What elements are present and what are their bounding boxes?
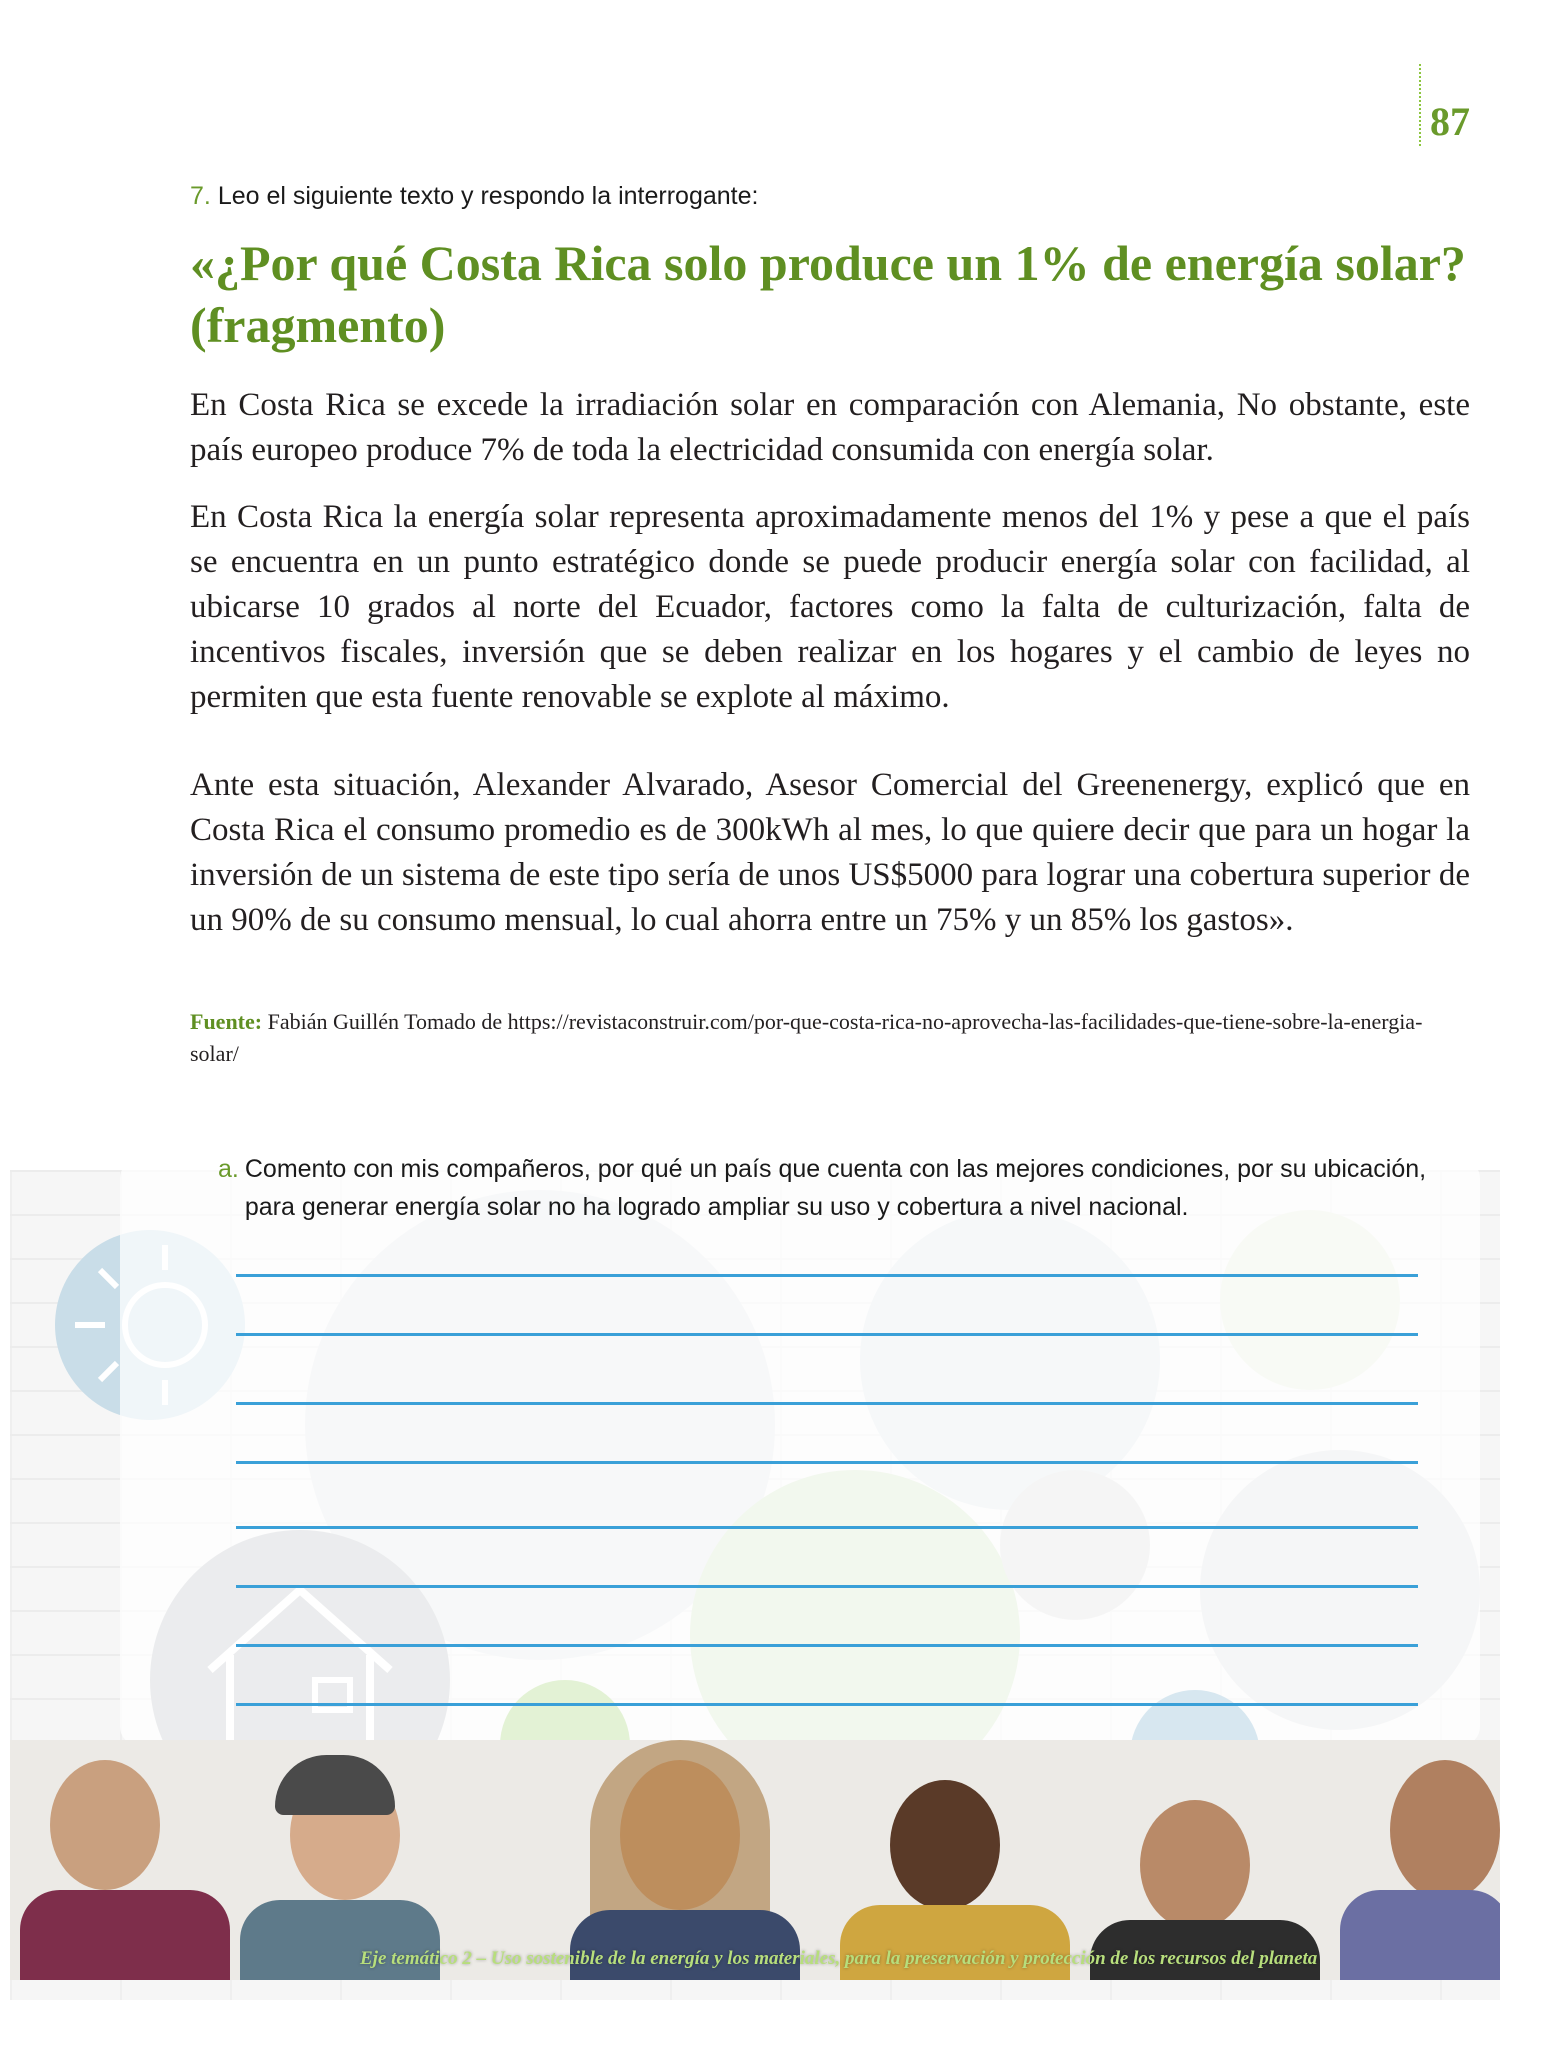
answer-line[interactable] xyxy=(236,1274,1418,1277)
student-beanie xyxy=(275,1755,395,1815)
student-face xyxy=(890,1780,1000,1910)
article-paragraph-3: Ante esta situación, Alexander Alvarado, Asesor Comercial del Greenenergy, explicó que en Costa Rica el consumo promedio es de 300kWh al mes, lo que quiere decir que para un hogar la inversión de un sistema de este tipo sería de unos US$5000 para lograr una cobertura superior de un 90% de su consumo mensual, lo cual ahorra entre un 75% y un 85% los gastos». xyxy=(190,767,1470,938)
source-text: Fabián Guillén Tomado de https://revistaconstruir.com/por-que-costa-rica-no-aprovecha-las-facilidades-que-tiene-sobre-la-energia-solar/ xyxy=(190,1009,1423,1066)
exercise-instruction-text: Leo el siguiente texto y respondo la interrogante: xyxy=(217,182,759,210)
exercise-number: 7. xyxy=(190,182,211,210)
answer-line[interactable] xyxy=(236,1526,1418,1529)
article-paragraph-1: En Costa Rica se excede la irradiación solar en comparación con Alemania, No obstante, este país europeo produce 7% de toda la electricidad consumida con energía solar. xyxy=(190,387,1470,468)
article-title: «¿Por qué Costa Rica solo produce un 1% de energía solar? (fragmento) xyxy=(190,235,1466,353)
question-a xyxy=(218,1150,1458,1226)
source-label: Fuente: xyxy=(190,1009,263,1034)
answer-line[interactable] xyxy=(236,1461,1418,1464)
student-face xyxy=(1390,1760,1500,1900)
student-shirt xyxy=(20,1890,230,1980)
article-paragraph-2: En Costa Rica la energía solar representa aproximadamente menos del 1% y pese a que el país se encuentra en un punto estratégico donde se puede producir energía solar con facilidad, al ubicarse 10 grados al norte del Ecuador, factores como la falta de culturización, falta de incentivos fiscales, inversión que se deben realizar en los hogares y el cambio de leyes no permiten que esta fuente renovable se explote al máximo. xyxy=(190,499,1470,715)
student-face xyxy=(50,1760,160,1890)
student-face xyxy=(1140,1800,1250,1930)
students-photo xyxy=(10,1740,1500,1980)
article-source xyxy=(190,1006,1470,1070)
answer-line[interactable] xyxy=(236,1333,1418,1336)
question-label: a. xyxy=(218,1155,239,1183)
answer-line[interactable] xyxy=(236,1585,1418,1588)
answer-line[interactable] xyxy=(236,1402,1418,1405)
answer-panel xyxy=(120,1160,1480,1745)
thematic-axis-footer: Eje temático 2 – Uso sostenible de la energía y los materiales, para la preservación y protección de los recursos del planeta xyxy=(360,1948,1318,1969)
answer-line[interactable] xyxy=(236,1703,1418,1706)
page-number: 87 xyxy=(1430,99,1470,144)
page-number-divider xyxy=(1419,64,1421,146)
question-text: Comento con mis compañeros, por qué un país que cuenta con las mejores condiciones, por su ubicación, para generar energía solar no ha logrado ampliar su uso y cobertura a nivel nacional. xyxy=(244,1155,1427,1221)
answer-line[interactable] xyxy=(236,1644,1418,1647)
exercise-instruction xyxy=(190,182,758,211)
